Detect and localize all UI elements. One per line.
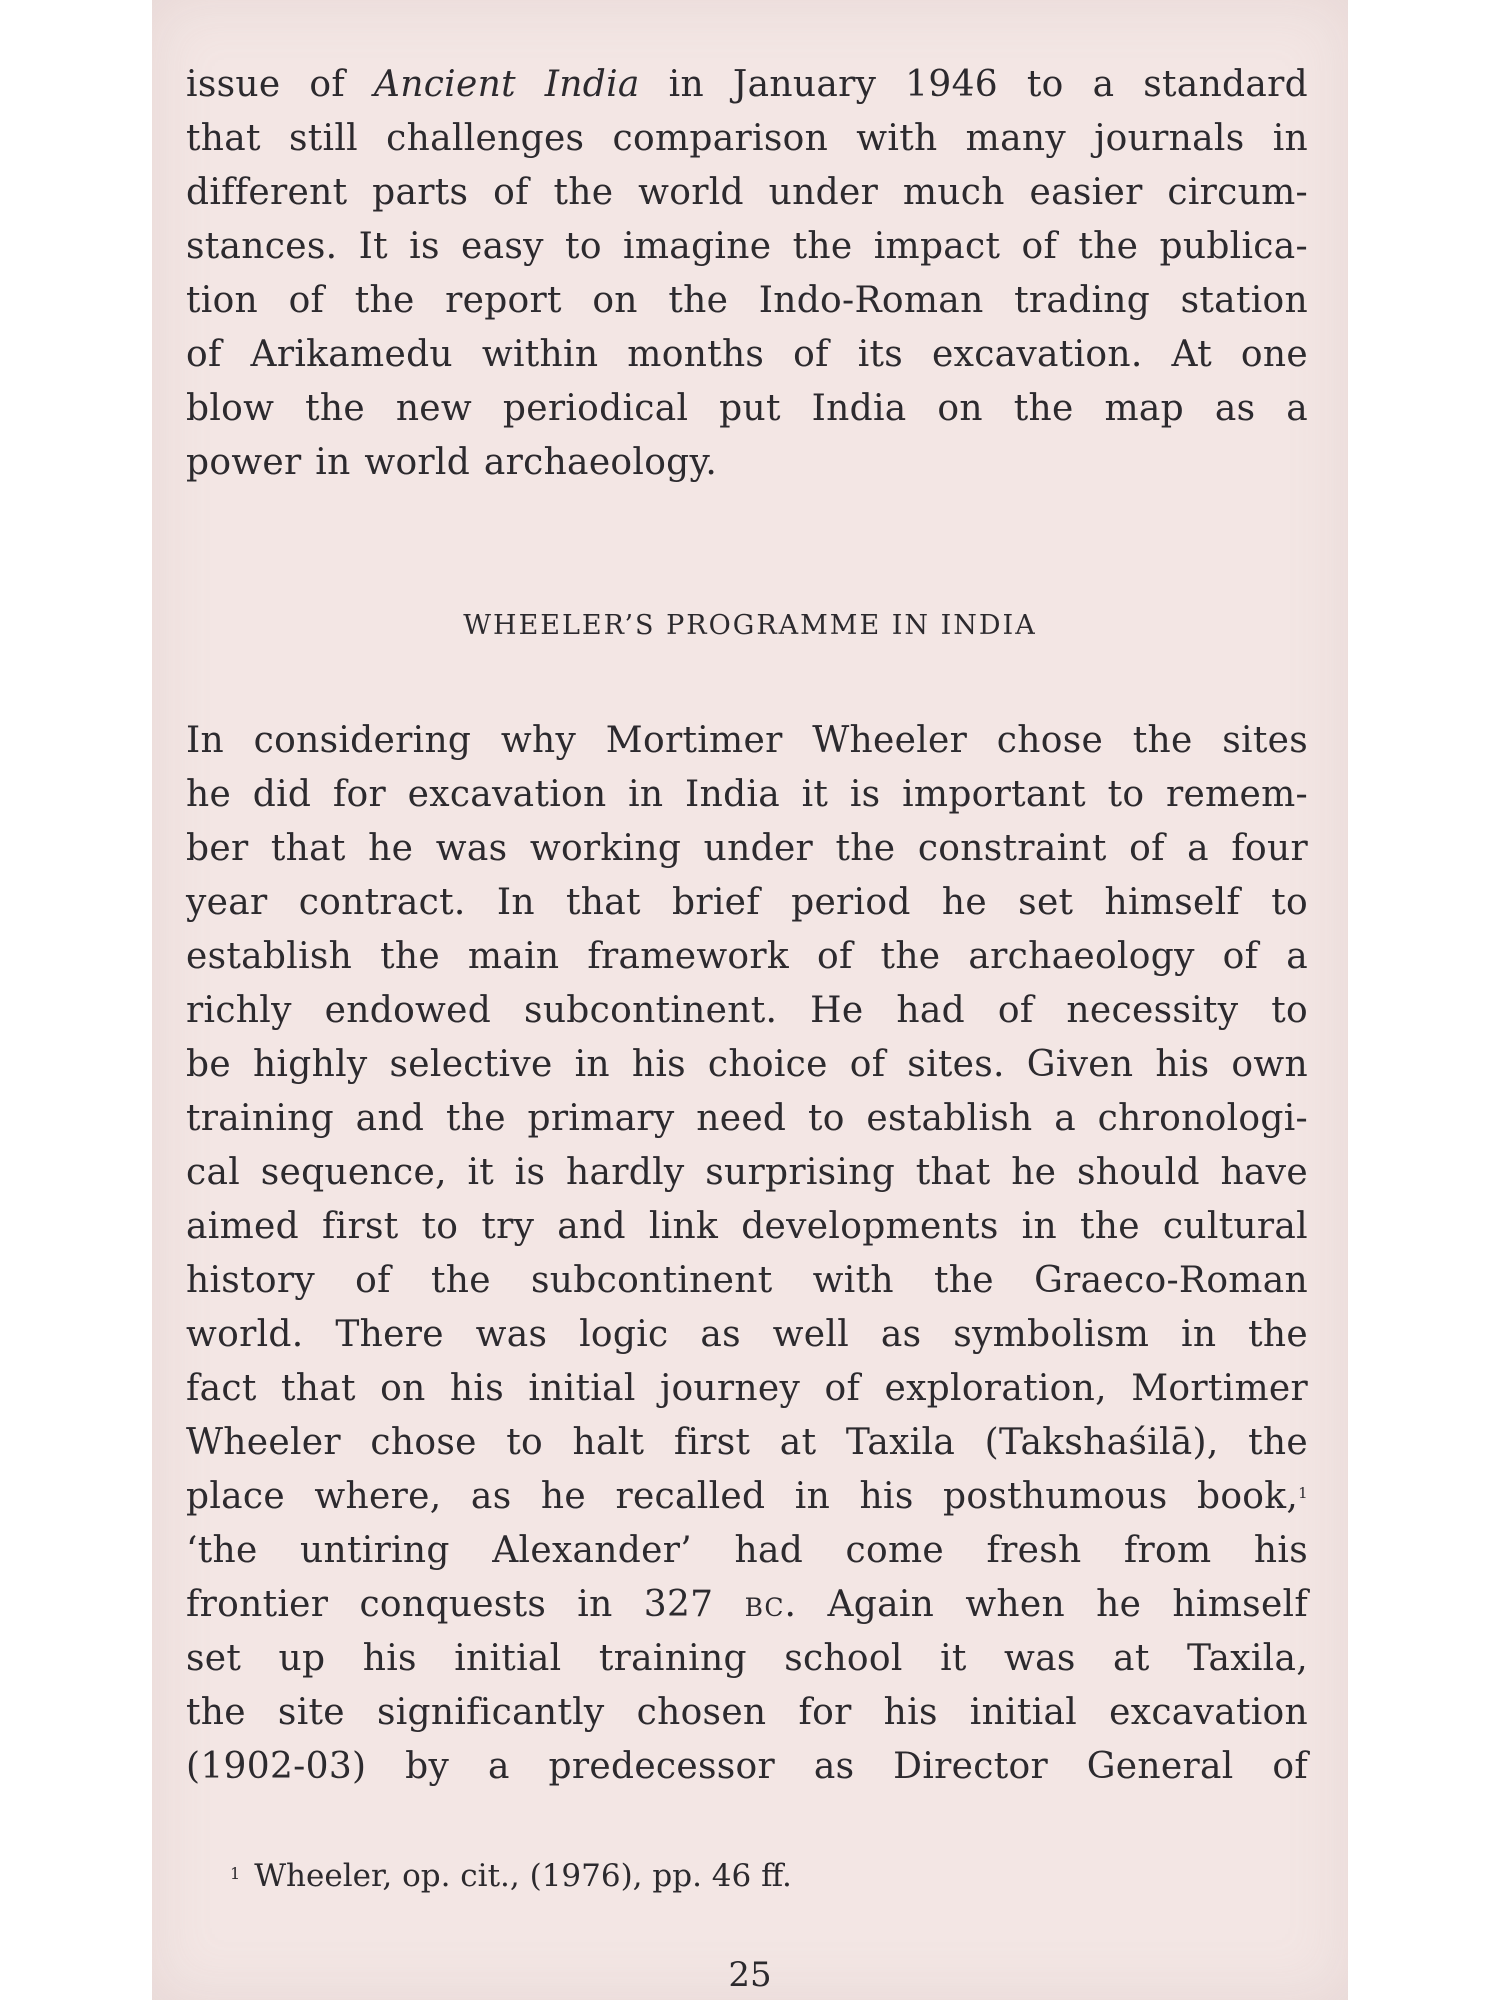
text-line: set up his initial training school it was at Taxila, xyxy=(186,1638,1308,1679)
text-line: of Arikamedu within months of its excavation. At one xyxy=(186,334,1308,375)
text-line: blow the new periodical put India on the map as a xyxy=(186,388,1308,429)
text-line: issue of Ancient India in January 1946 to a standard xyxy=(186,64,1309,105)
text-line: In considering why Mortimer Wheeler chose the sites xyxy=(186,720,1308,761)
text-line: Wheeler chose to halt first at Taxila (Takshaśilā), the xyxy=(186,1422,1308,1463)
section-heading: WHEELER’S PROGRAMME IN INDIA xyxy=(463,610,1037,641)
footnote xyxy=(230,1858,792,1894)
text-line: the site significantly chosen for his initial excavation xyxy=(186,1692,1308,1733)
text-line: ‘the untiring Alexander’ had come fresh from his xyxy=(186,1530,1308,1571)
text-line: that still challenges comparison with many journals in xyxy=(186,118,1308,159)
text-line: year contract. In that brief period he set himself to xyxy=(186,882,1308,923)
footnote-marker: 1 xyxy=(230,1864,241,1883)
paragraph-2 xyxy=(186,714,1308,1794)
text-line: frontier conquests in 327 BC. Again when he himself xyxy=(186,1584,1308,1625)
text-line: fact that on his initial journey of exploration, Mortimer xyxy=(186,1368,1308,1409)
text-line: world. There was logic as well as symbolism in the xyxy=(186,1314,1308,1355)
paragraph-1 xyxy=(186,58,1308,490)
text-line: place where, as he recalled in his posthumous book,$^1$ xyxy=(186,1476,1308,1517)
text-line: different parts of the world under much easier circum- xyxy=(186,172,1308,213)
text-line: ber that he was working under the constraint of a four xyxy=(186,828,1308,869)
footnote-reference: 1 xyxy=(1298,1484,1308,1502)
book-page xyxy=(152,0,1348,2000)
text-line: he did for excavation in India it is important to remem- xyxy=(186,774,1308,815)
text-line: (1902-03) by a predecessor as Director General of xyxy=(186,1746,1308,1787)
text-line: establish the main framework of the archaeology of a xyxy=(186,936,1308,977)
page-number: 25 xyxy=(728,1955,772,1995)
text-line: history of the subcontinent with the Graeco-Roman xyxy=(186,1260,1308,1301)
text-line: cal sequence, it is hardly surprising that he should have xyxy=(186,1152,1308,1193)
text-line: aimed first to try and link developments in the cultural xyxy=(186,1206,1308,1247)
text-line: be highly selective in his choice of sites. Given his own xyxy=(186,1044,1308,1085)
footnote-text: Wheeler, op. cit., (1976), pp. 46 ff. xyxy=(254,1858,792,1894)
text-line: training and the primary need to establish a chronologi- xyxy=(186,1098,1308,1139)
era-abbreviation: BC xyxy=(744,1593,785,1622)
text-line: richly endowed subcontinent. He had of necessity to xyxy=(186,990,1308,1031)
text-line: stances. It is easy to imagine the impact of the publica- xyxy=(186,226,1308,267)
journal-title: Ancient India xyxy=(373,64,640,105)
text-line: tion of the report on the Indo-Roman trading station xyxy=(186,280,1308,321)
text-line: power in world archaeology. xyxy=(186,442,718,483)
